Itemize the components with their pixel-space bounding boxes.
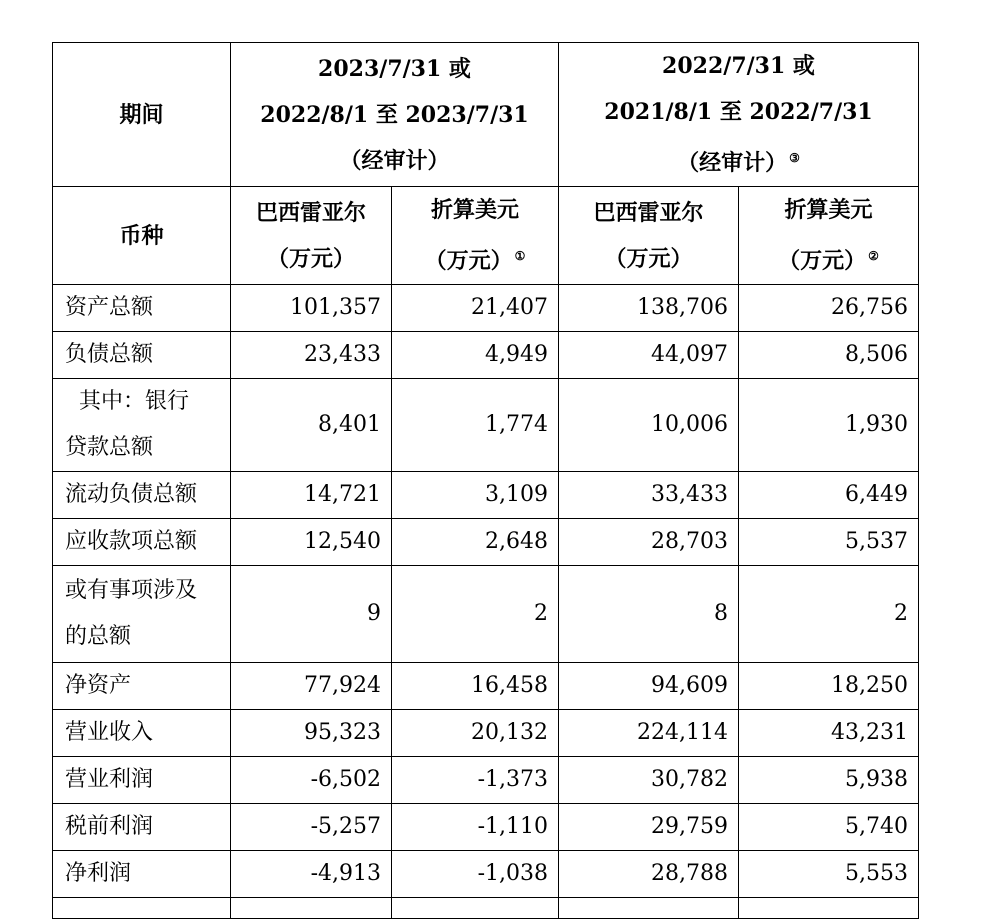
cell-value: 1,774: [392, 379, 559, 472]
cell-value: 5,740: [739, 804, 919, 851]
table-row: [53, 710, 919, 757]
row-label: 资产总额: [53, 285, 231, 332]
row-label: 净资产: [53, 663, 231, 710]
cell-value: 18,250: [739, 663, 919, 710]
row-label-line2: 贷款总额: [65, 435, 154, 460]
period-2022-header: [559, 43, 919, 187]
row-label: 营业利润: [53, 757, 231, 804]
row-label-line1: 或有事项涉及: [65, 578, 198, 603]
cell-value: 20,132: [392, 710, 559, 757]
table-row-partial: [53, 898, 919, 919]
cell-value: -1,038: [392, 851, 559, 898]
table-row: [53, 663, 919, 710]
currency-col-line2: [749, 233, 908, 284]
row-label: 应收款项总额: [53, 519, 231, 566]
cell-value: 2: [739, 566, 919, 663]
cell-value: 9: [231, 566, 392, 663]
row-label-line1: 其中：银行: [65, 389, 189, 414]
header-row-currency: [53, 187, 919, 285]
empty-cell: [739, 898, 919, 919]
table-row: [53, 519, 919, 566]
cell-value: 95,323: [231, 710, 392, 757]
cell-value: 94,609: [559, 663, 739, 710]
cell-value: 77,924: [231, 663, 392, 710]
cell-value: 224,114: [559, 710, 739, 757]
cell-value: -1,373: [392, 757, 559, 804]
cell-value: 21,407: [392, 285, 559, 332]
header-row-period: [53, 43, 919, 187]
table-row: [53, 379, 919, 472]
cell-value: 3,109: [392, 472, 559, 519]
currency-col-2: [559, 187, 739, 285]
cell-value: 8,401: [231, 379, 392, 472]
cell-value: 16,458: [392, 663, 559, 710]
row-label-line2: 的总额: [65, 624, 132, 649]
cell-value: 29,759: [559, 804, 739, 851]
cell-value: 138,706: [559, 285, 739, 332]
row-label: 流动负债总额: [53, 472, 231, 519]
cell-value: -5,257: [231, 804, 392, 851]
cell-value: 14,721: [231, 472, 392, 519]
cell-value: 23,433: [231, 332, 392, 379]
cell-value: 8,506: [739, 332, 919, 379]
empty-cell: [231, 898, 392, 919]
currency-col-3: [739, 187, 919, 285]
cell-value: 4,949: [392, 332, 559, 379]
currency-col-line2: （万元）: [266, 245, 355, 272]
financial-table: [52, 42, 919, 919]
cell-value: 28,703: [559, 519, 739, 566]
currency-col-line2: （万元）: [604, 245, 693, 272]
cell-value: 2,648: [392, 519, 559, 566]
empty-cell: [392, 898, 559, 919]
currency-col-line1: 折算美元: [784, 197, 873, 223]
cell-value: -1,110: [392, 804, 559, 851]
cell-value: 30,782: [559, 757, 739, 804]
cell-value: 5,938: [739, 757, 919, 804]
table-row: [53, 804, 919, 851]
row-label: [53, 379, 231, 472]
period-2022-line3: [569, 135, 908, 186]
table-row: [53, 566, 919, 663]
cell-value: 5,537: [739, 519, 919, 566]
table-row: [53, 285, 919, 332]
row-label: 负债总额: [53, 332, 231, 379]
cell-value: 44,097: [559, 332, 739, 379]
period-2023-line3: （经审计）: [339, 147, 450, 174]
cell-value: -6,502: [231, 757, 392, 804]
empty-cell: [53, 898, 231, 919]
cell-value: 26,756: [739, 285, 919, 332]
cell-value: 2: [392, 566, 559, 663]
row-label: 净利润: [53, 851, 231, 898]
currency-label: 币种: [53, 187, 231, 285]
currency-col-line1: 巴西雷亚尔: [593, 199, 704, 226]
period-2023-header: [231, 43, 559, 187]
currency-col-line2: [402, 233, 548, 284]
cell-value: 33,433: [559, 472, 739, 519]
cell-value: 8: [559, 566, 739, 663]
table-row: [53, 472, 919, 519]
currency-unit: （万元）: [424, 248, 513, 274]
period-2023-line1: 2023/7/31 或: [318, 55, 471, 82]
currency-col-0: [231, 187, 392, 285]
currency-col-line1: 折算美元: [430, 197, 519, 223]
table-row: [53, 851, 919, 898]
cell-value: 5,553: [739, 851, 919, 898]
empty-cell: [559, 898, 739, 919]
cell-value: 12,540: [231, 519, 392, 566]
currency-col-line1: 巴西雷亚尔: [255, 199, 366, 226]
cell-value: 43,231: [739, 710, 919, 757]
cell-value: 10,006: [559, 379, 739, 472]
currency-unit: （万元）: [778, 248, 867, 274]
cell-value: -4,913: [231, 851, 392, 898]
period-2022-line2: 2021/8/1 至 2022/7/31: [604, 99, 873, 125]
period-2022-audit: （经审计）: [677, 150, 788, 176]
currency-col-1: [392, 187, 559, 285]
row-label: 税前利润: [53, 804, 231, 851]
footnote-marker: ③: [789, 151, 800, 165]
row-label: [53, 566, 231, 663]
cell-value: 101,357: [231, 285, 392, 332]
footnote-marker: ①: [514, 249, 526, 263]
period-2023-line2: 2022/8/1 至 2023/7/31: [260, 101, 529, 128]
cell-value: 28,788: [559, 851, 739, 898]
period-2022-line1: 2022/7/31 或: [662, 53, 815, 79]
table-row: [53, 757, 919, 804]
row-label: 营业收入: [53, 710, 231, 757]
footnote-marker: ②: [868, 249, 879, 263]
table-row: [53, 332, 919, 379]
period-label: 期间: [53, 43, 231, 187]
cell-value: 1,930: [739, 379, 919, 472]
cell-value: 6,449: [739, 472, 919, 519]
